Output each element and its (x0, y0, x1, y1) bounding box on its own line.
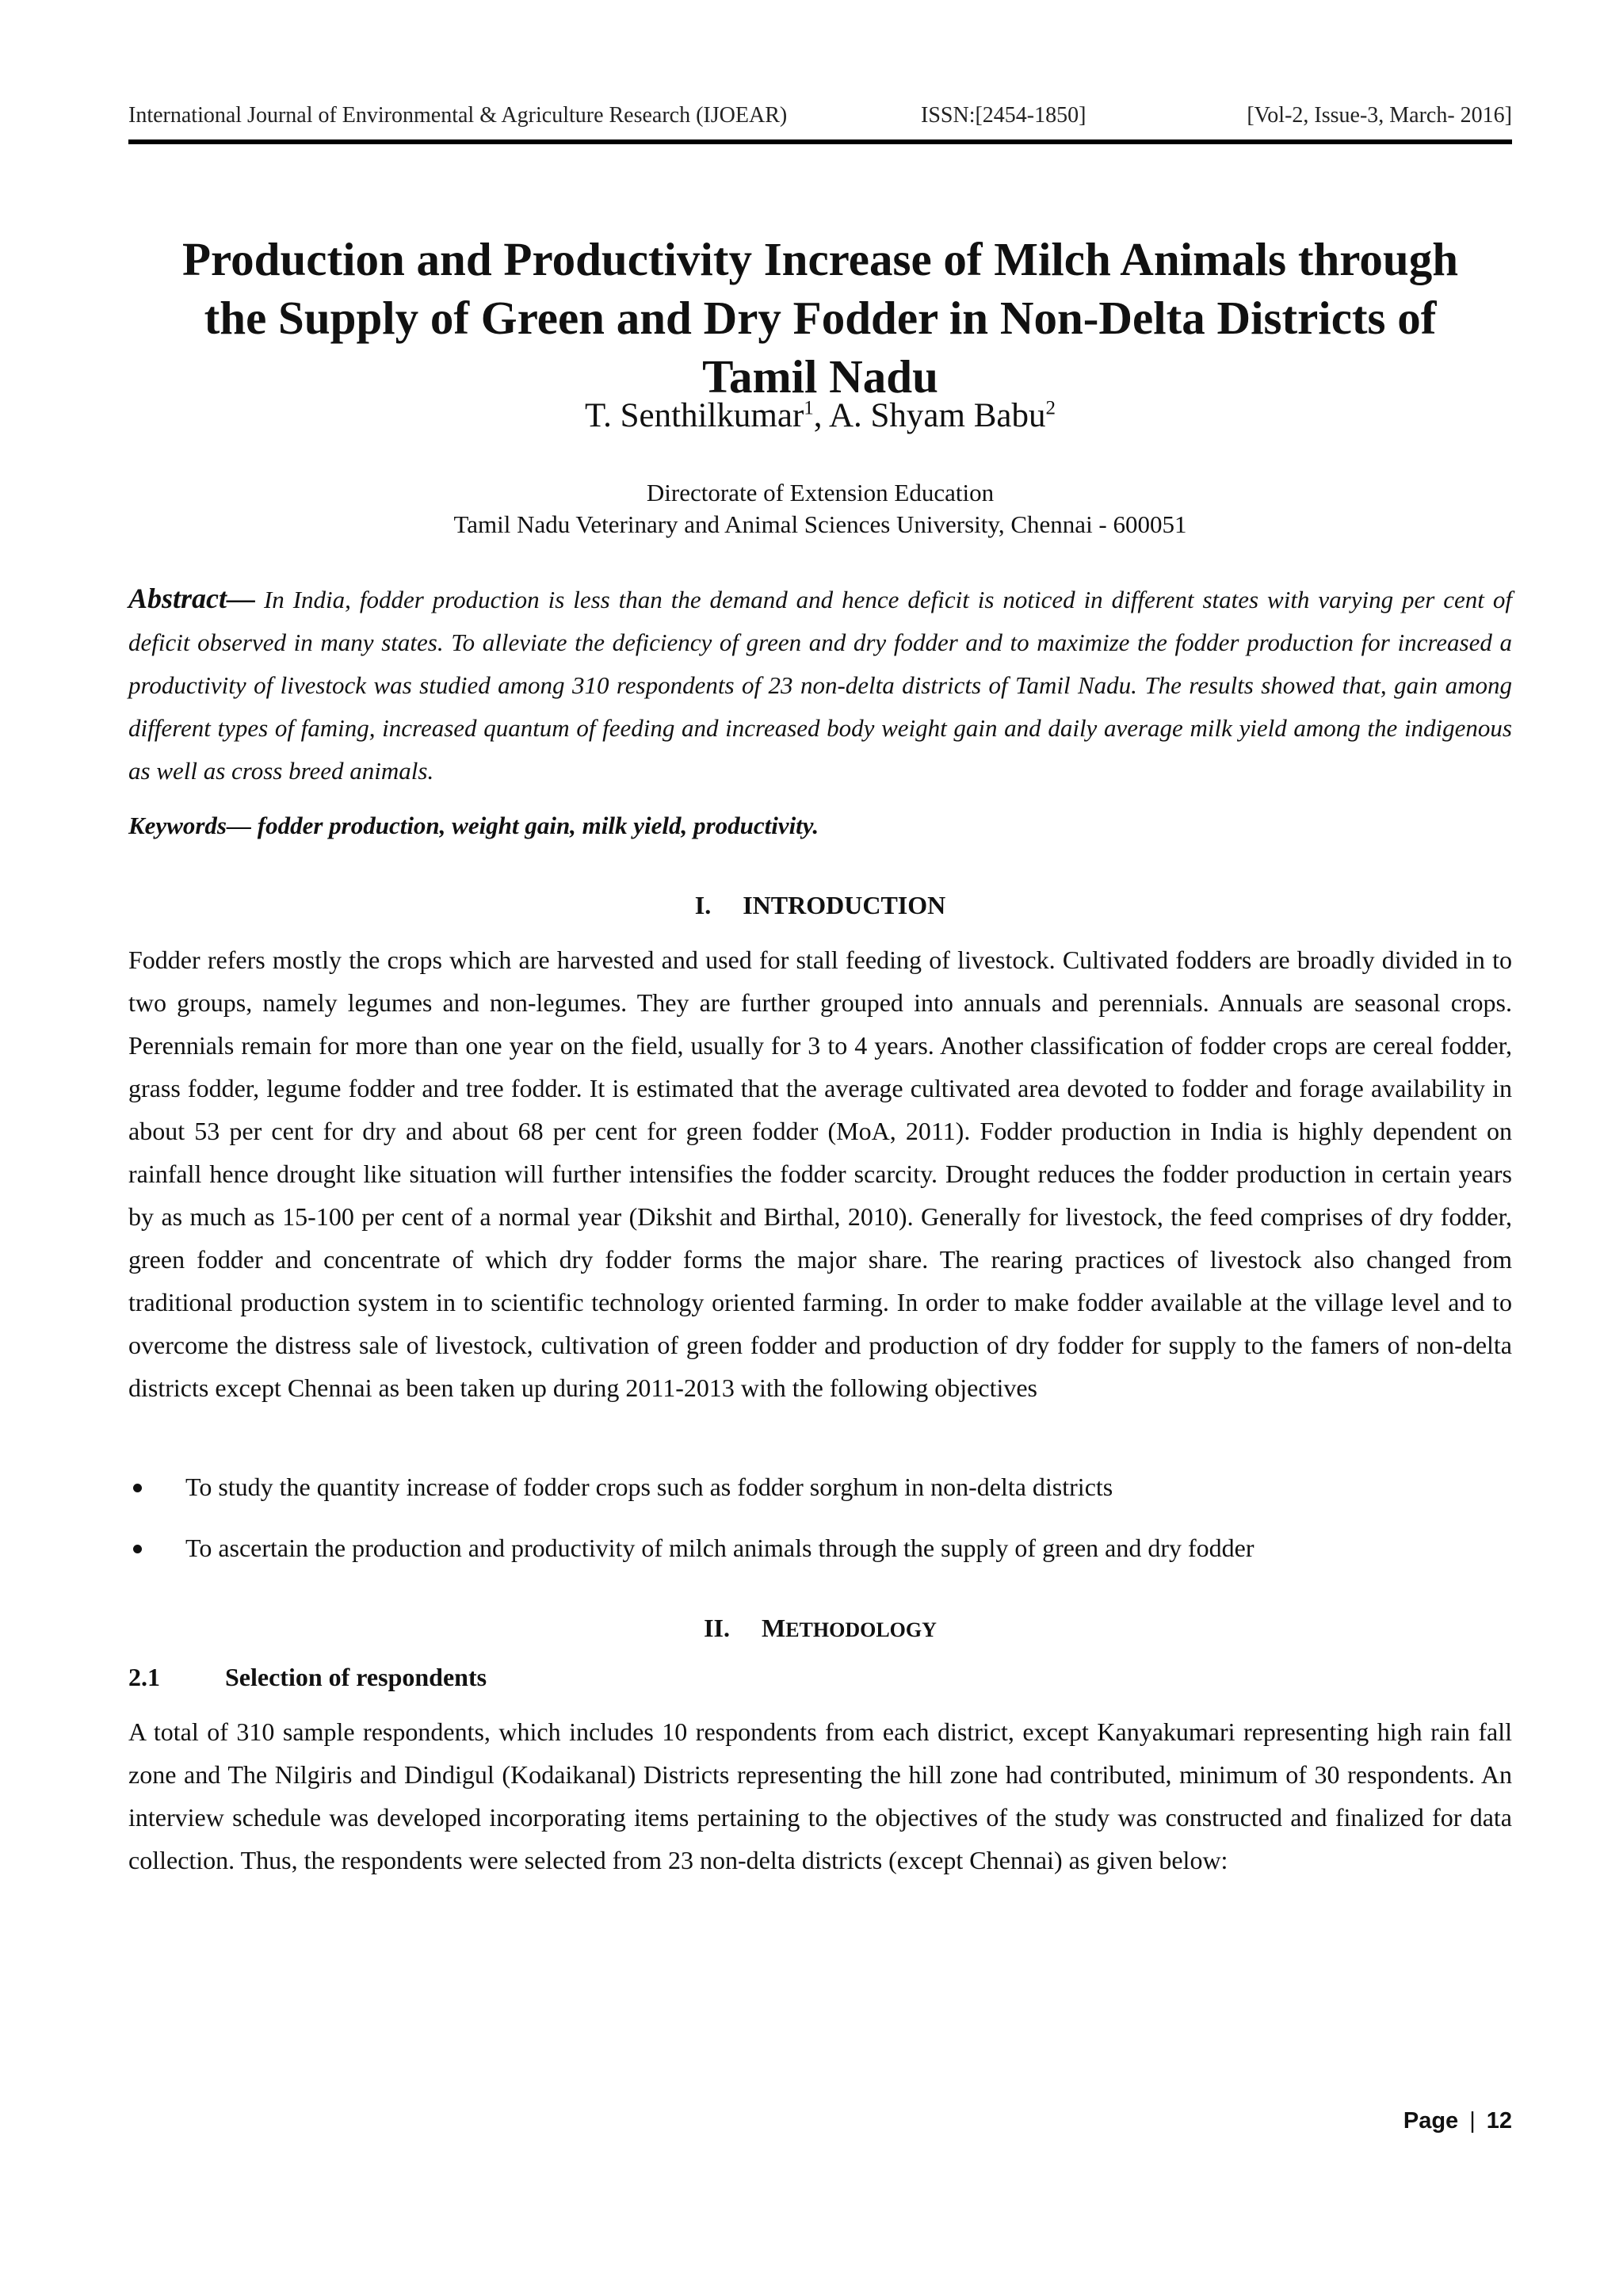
journal-name: International Journal of Environmental & Agriculture Research (IJOEAR) (128, 103, 788, 128)
page-number-value: 12 (1486, 2108, 1512, 2134)
subsection-number: 2.1 (128, 1663, 160, 1691)
list-item-text: To ascertain the production and productivity of milch animals through the supply of green and dry fodder (185, 1534, 1254, 1562)
methodology-paragraph: A total of 310 sample respondents, which includes 10 respondents from each district, except Kanyakumari representing high rain fall zone and The Nilgiris and Dindigul (Kodaikanal) Districts representing the hill zone had contributed, minimum of 30 respondents. An interview schedule was developed incorporating items pertaining to the objectives of the study was constructed and finalized for data collection. Thus, the respondents were selected from 23 non-delta districts (except Chennai) as given below: (128, 1717, 1512, 1874)
section-number: II. (704, 1614, 730, 1642)
abstract-text: In India, fodder production is less than the demand and hence deficit is noticed in different states with varying per cent of deficit observed in many states. To alleviate the deficiency of green and dry fodder and to maximize the fodder production for increased a productivity of livestock was studied among 310 respondents of 23 non-delta districts of Tamil Nadu. The results showed that, gain among different types of faming, increased quantum of feeding and increased body weight gain and daily average milk yield among the indigenous as well as cross breed animals. (128, 586, 1512, 785)
abstract-label: Abstract— (128, 583, 256, 614)
bullet-icon (133, 1545, 142, 1553)
page-number (1403, 2108, 1512, 2134)
section-title-rest: ETHODOLOGY (785, 1618, 937, 1641)
section-heading-introduction (128, 891, 1512, 920)
list-item-text: To study the quantity increase of fodder crops such as fodder sorghum in non-delta districts (185, 1473, 1113, 1501)
author-name: T. Senthilkumar (585, 397, 804, 434)
title-line: the Supply of Green and Dry Fodder in Non-Delta Districts of (204, 292, 1437, 344)
paper-title (128, 230, 1512, 406)
list-item (128, 1534, 1512, 1595)
issn: ISSN:[2454-1850] (921, 103, 1086, 128)
section-title-initial: M (762, 1614, 786, 1642)
title-line: Tamil Nadu (702, 350, 938, 403)
list-item (128, 1473, 1512, 1534)
bullet-icon (133, 1484, 142, 1492)
section-heading-methodology (128, 1614, 1512, 1643)
abstract (128, 577, 1512, 793)
affiliation (128, 477, 1512, 541)
affiliation-line: Tamil Nadu Veterinary and Animal Sciences University, Chennai - 600051 (453, 510, 1187, 538)
author-affiliation-mark: 1 (804, 397, 814, 419)
volume-issue: [Vol-2, Issue-3, March- 2016] (1247, 103, 1512, 128)
author-affiliation-mark: 2 (1045, 397, 1056, 419)
objectives-list (128, 1473, 1512, 1595)
section-title: INTRODUCTION (743, 891, 946, 919)
title-line: Production and Productivity Increase of Milch Animals through (181, 233, 1459, 285)
author-separator: , (813, 397, 829, 434)
introduction-paragraph: Fodder refers mostly the crops which are harvested and used for stall feeding of livestock. Cultivated fodders are broadly divided in to two groups, namely legumes and non-legumes. They are further grouped into annuals and perennials. Annuals are seasonal crops. Perennials remain for more than one year on the field, usually for 3 to 4 years. Another classification of fodder crops are cereal fodder, grass fodder, legume fodder and tree fodder. It is estimated that the average cultivated area devoted to fodder and forage availability in about 53 per cent for dry and about 68 per cent for green fodder (MoA, 2011). Fodder production in India is highly dependent on rainfall hence drought like situation will further intensifies the fodder scarcity. Drought reduces the fodder production in certain years by as much as 15-100 per cent of a normal year (Dikshit and Birthal, 2010). Generally for livestock, the feed comprises of dry fodder, green fodder and concentrate of which dry fodder forms the major share. The rearing practices of livestock also changed from traditional production system in to scientific technology oriented farming. In order to make fodder available at the village level and to overcome the distress sale of livestock, cultivation of green fodder and production of dry fodder for supply to the famers of non-delta districts except Chennai as been taken up during 2011-2013 with the following objectives (128, 946, 1512, 1402)
page-separator: | (1469, 2108, 1476, 2134)
running-header (128, 100, 1512, 144)
affiliation-line: Directorate of Extension Education (646, 479, 995, 506)
page-label: Page (1403, 2108, 1459, 2134)
author-name: A. Shyam Babu (828, 397, 1046, 434)
subsection-title: Selection of respondents (225, 1663, 487, 1691)
subsection-heading (128, 1663, 487, 1692)
keywords: Keywords— fodder production, weight gain, milk yield, productivity. (128, 812, 819, 839)
authors (128, 396, 1512, 435)
section-number: I. (694, 891, 712, 919)
